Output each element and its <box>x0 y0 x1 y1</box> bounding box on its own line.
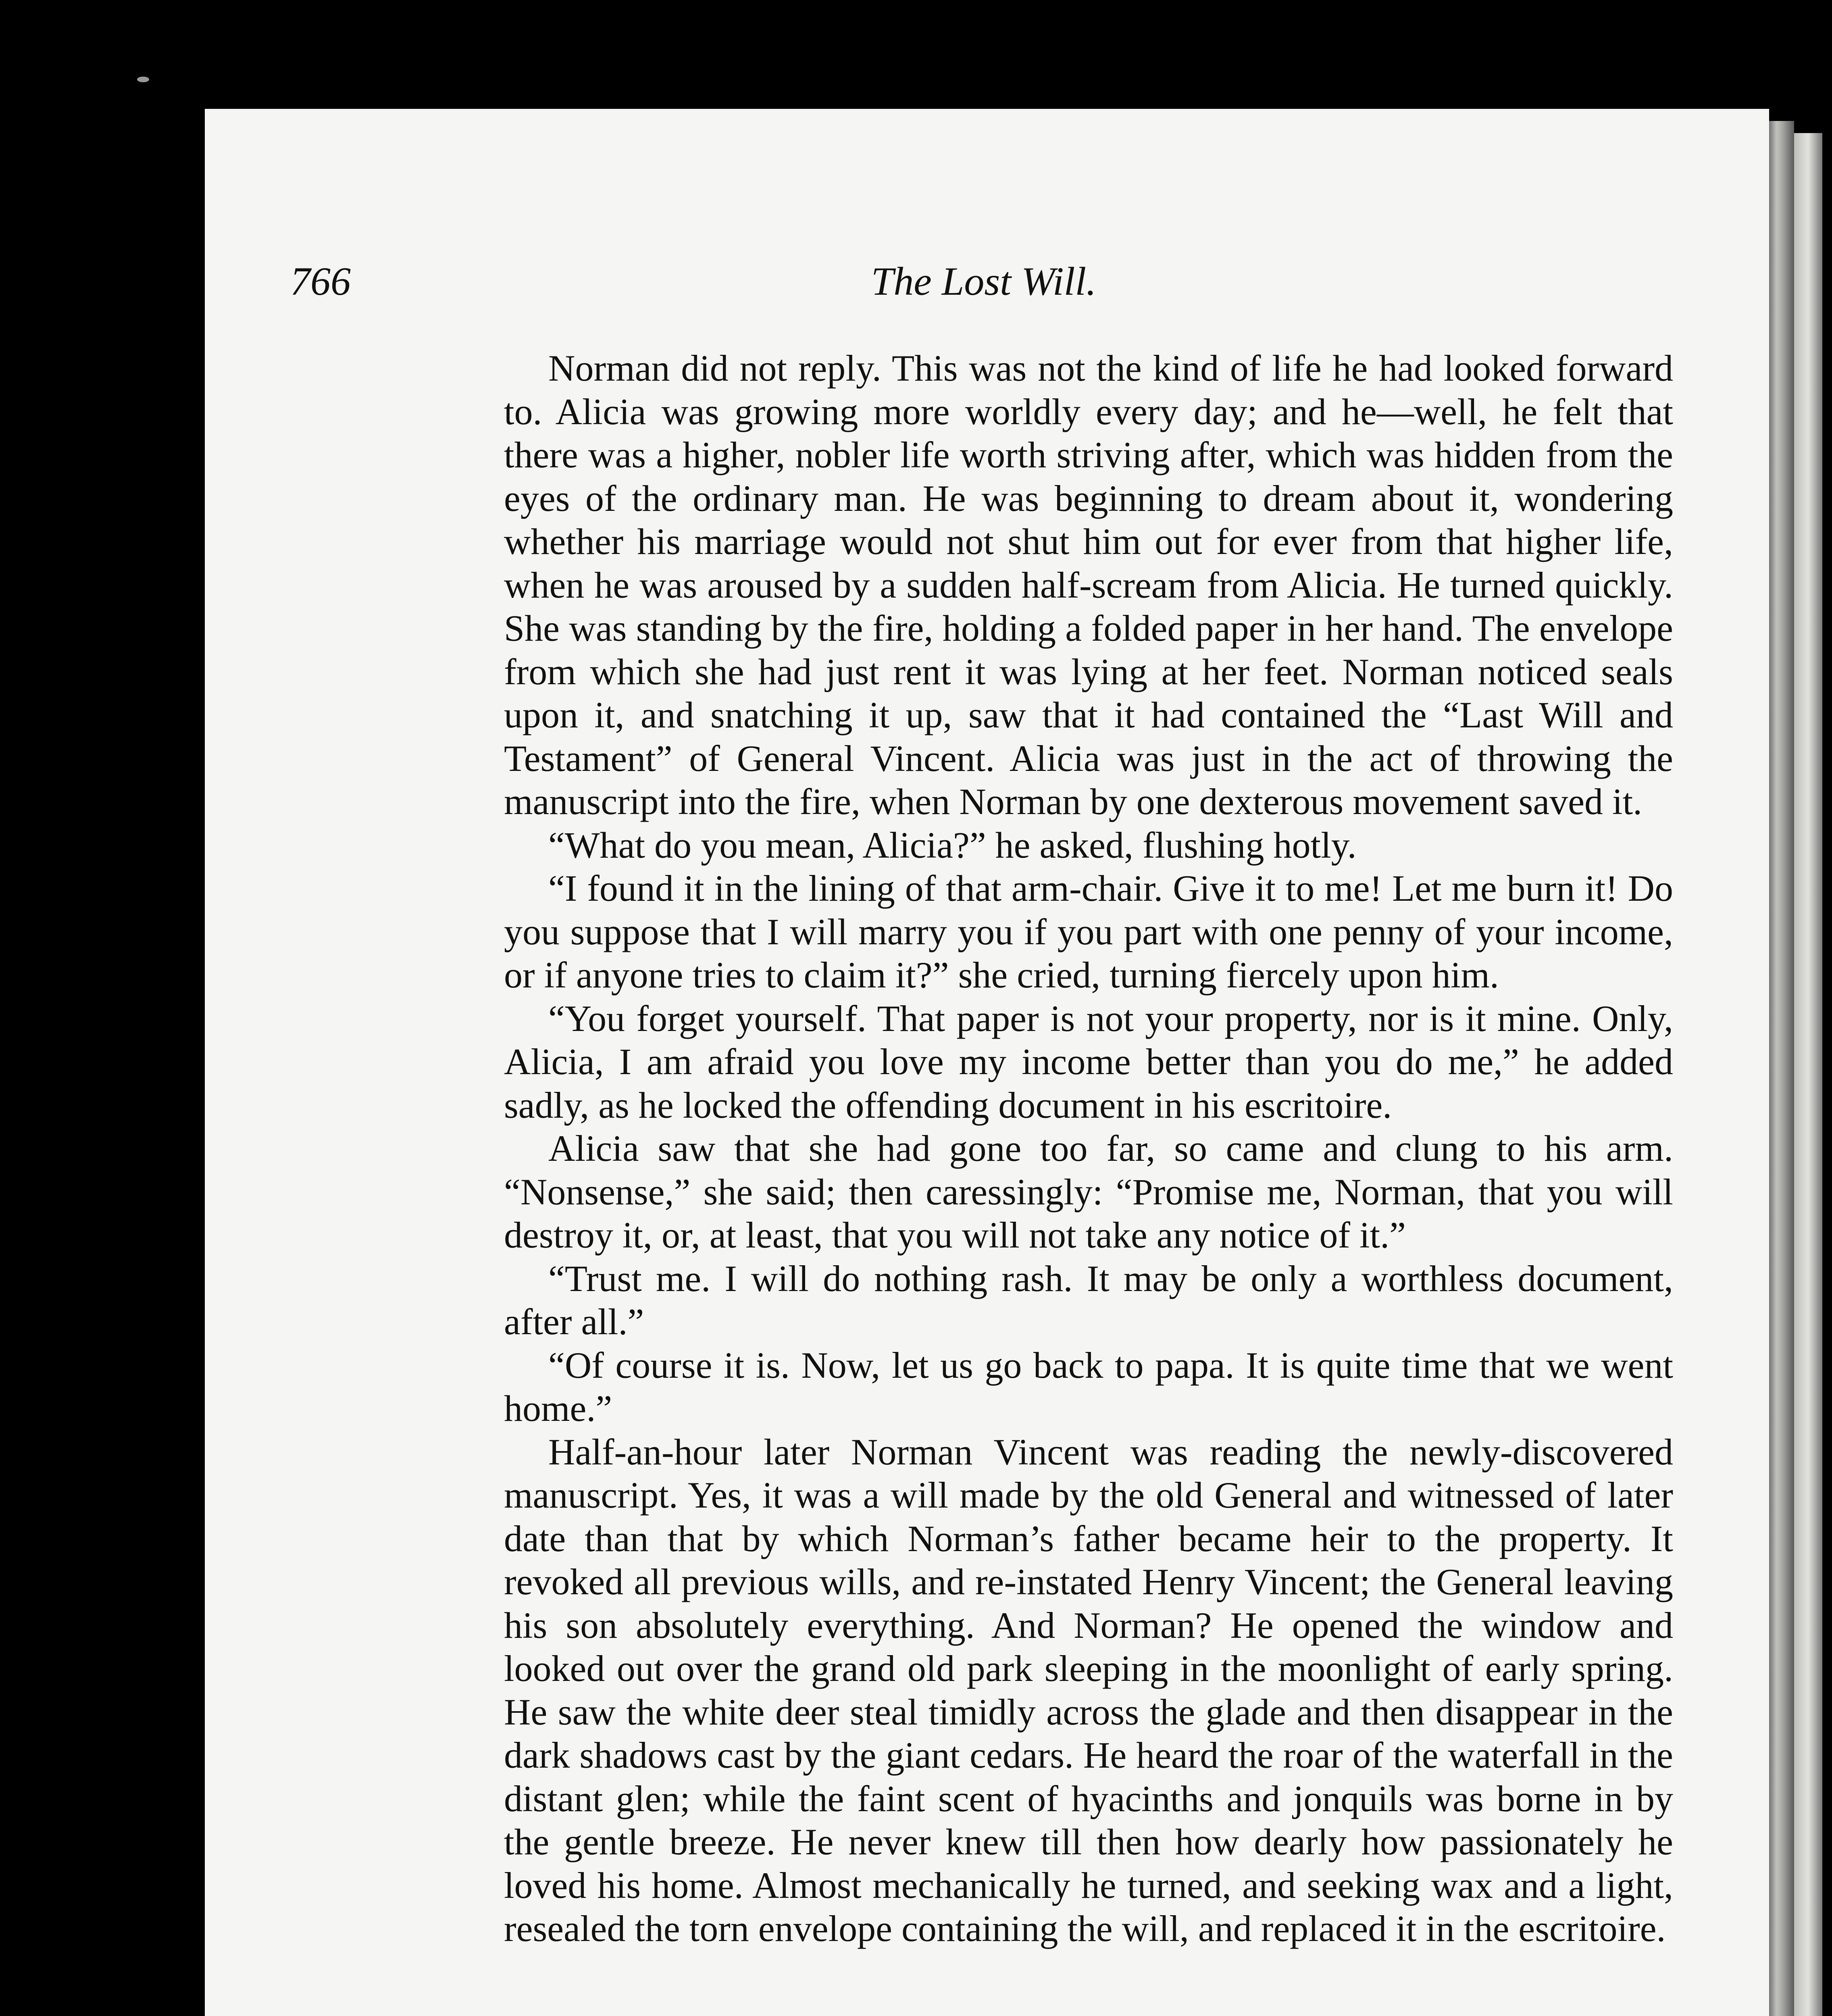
body-text <box>504 347 1673 1951</box>
paragraph: Half-an-hour later Norman Vincent was reading the newly-discovered manuscript. Yes, it was a will made by the old General and witnessed of later date than that by which Norman’s father became heir to the property. It revoked all previous wills, and re-instated Henry Vincent; the General leaving his son absolutely everything. And Norman? He opened the window and looked out over the grand old park sleeping in the moonlight of early spring. He saw the white deer steal timidly across the glade and then disappear in the dark shadows cast by the giant cedars. He heard the roar of the waterfall in the distant glen; while the faint scent of hyacinths and jonquils was borne in by the gentle breeze. He never knew till then how dearly how passionately he loved his home. Almost mechanically he turned, and seeking wax and a light, resealed the torn envelope containing the will, and replaced it in the escritoire. <box>504 1431 1673 1949</box>
scan-speck <box>137 77 149 82</box>
page-header <box>290 258 1677 319</box>
running-title: The Lost Will. <box>871 259 1097 304</box>
page-number: 766 <box>290 259 351 304</box>
paragraph: Alicia saw that she had gone too far, so came and clung to his arm. “Nonsense,” she said; then caressingly: “Promise me, Norman, that you will destroy it, or, at least, that you will not take any notice of it.” <box>504 1128 1673 1256</box>
paragraph: “I found it in the lining of that arm-chair. Give it to me! Let me burn it! Do you suppose that I will marry you if you part with one penny of your income, or if anyone tries to claim it?” she cried, turning fiercely upon him. <box>504 868 1673 996</box>
paragraph: “What do you mean, Alicia?” he asked, flushing hotly. <box>548 824 1357 866</box>
paragraph: “You forget yourself. That paper is not your property, nor is it mine. Only, Alicia, I am afraid you love my income better than you do me,” he added sadly, as he locked the offending document in his escritoire. <box>504 998 1673 1126</box>
paragraph: “Trust me. I will do nothing rash. It may be only a worthless document, after all.” <box>504 1258 1673 1342</box>
next-page-edge <box>1794 133 1822 2016</box>
paragraph: “Of course it is. Now, let us go back to papa. It is quite time that we went home.” <box>504 1344 1673 1429</box>
paragraph: Norman did not reply. This was not the kind of life he had looked forward to. Alicia was growing more worldly every day; and he—well, he felt that there was a higher, nobler life worth striving after, which was hidden from the eyes of the ordinary man. He was beginning to dream about it, wondering whether his marriage would not shut him out for ever from that higher life, when he was aroused by a sudden half-scream from Alicia. He turned quickly. She was standing by the fire, holding a folded paper in her hand. The envelope from which she had just rent it was lying at her feet. Norman noticed seals upon it, and snatching it up, saw that it had contained the “Last Will and Testament” of General Vincent. Alicia was just in the act of throwing the manuscript into the fire, when Norman by one dexterous movement saved it. <box>504 348 1673 822</box>
